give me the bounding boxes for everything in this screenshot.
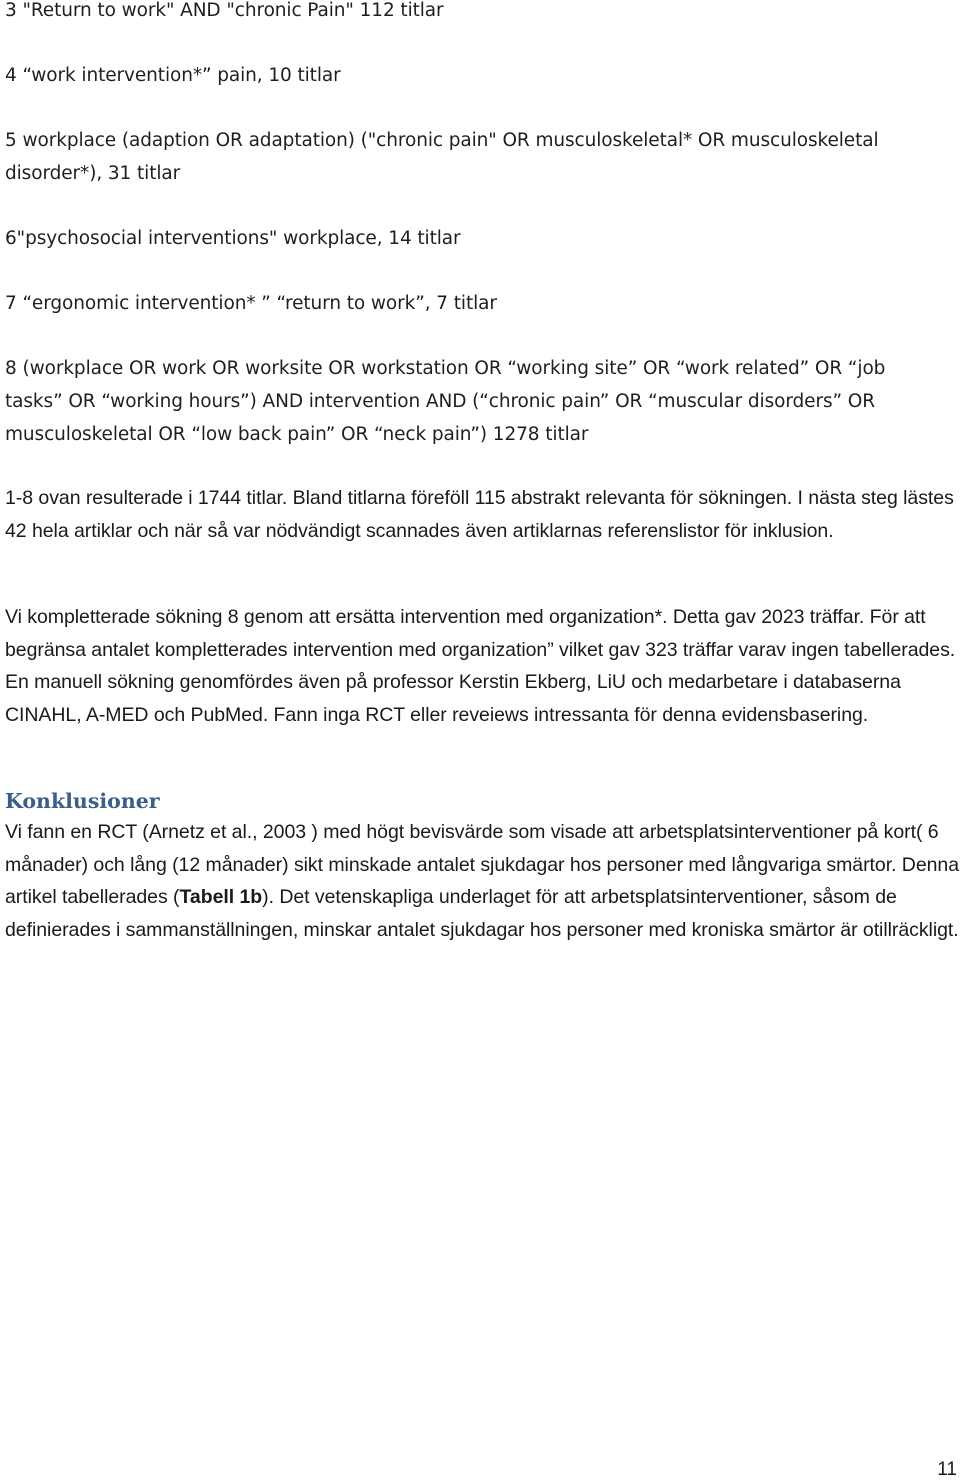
search-line-4: 4 “work intervention*” pain, 10 titlar [5,65,341,86]
conclusions-text-start: Vi fann en RCT (Arnetz et al., 2003 ) med högt bevisvärde som visade att arbetsplatsinterventioner på kort( 6 månader) och lång (12 månader) sikt minskade antalet sjukdagar hos personer med långvariga smärtor. Denna artikel tabellerades ( [5,821,960,909]
conclusions-paragraph [5,816,960,946]
conclusions-heading: Konklusioner [5,789,160,813]
table-reference: Tabell 1b [179,886,263,909]
search-line-7: 7 “ergonomic intervention* ” “return to work”, 7 titlar [5,293,497,314]
search-line-6: 6"psychosocial interventions" workplace, 14 titlar [5,228,461,249]
supplement-paragraph: Vi kompletterade sökning 8 genom att ersätta intervention med organization*. Detta gav 2023 träffar. För att begränsa antalet kompletterades intervention med organization” vilket gav 323 träffar varav ingen tabellerades. En manuell sökning genomfördes även på professor Kerstin Ekberg, LiU och medarbetare i databaserna CINAHL, A-MED och PubMed. Fann inga RCT eller reveiews intressanta för denna evidensbasering. [5,606,956,726]
results-paragraph: 1-8 ovan resulterade i 1744 titlar. Bland titlarna föreföll 115 abstrakt relevanta för sökningen. I nästa steg lästes 42 hela artiklar och när så var nödvändigt scannades även artiklarnas referenslistor för inklusion. [5,487,954,542]
search-line-5: 5 workplace (adaption OR adaptation) ("chronic pain" OR musculoskeletal* OR musculoskeletal disorder*), 31 titlar [5,130,879,184]
page-number: 11 [937,1459,957,1480]
search-line-8: 8 (workplace OR work OR worksite OR workstation OR “working site” OR “work related” OR “job tasks” OR “working hours”) AND intervention AND (“chronic pain” OR “muscular disorders” OR musculoskeletal OR “low back pain” OR “neck pain”) 1278 titlar [5,358,886,445]
conclusions-text-end: ). Det vetenskapliga underlaget för att arbetsplatsinterventioner, såsom de definierades i sammanställningen, minskar antalet sjukdagar hos personer med kroniska smärtor är otillräckligt. [5,886,959,941]
search-line-3: 3 "Return to work" AND "chronic Pain" 112 titlar [5,0,444,21]
